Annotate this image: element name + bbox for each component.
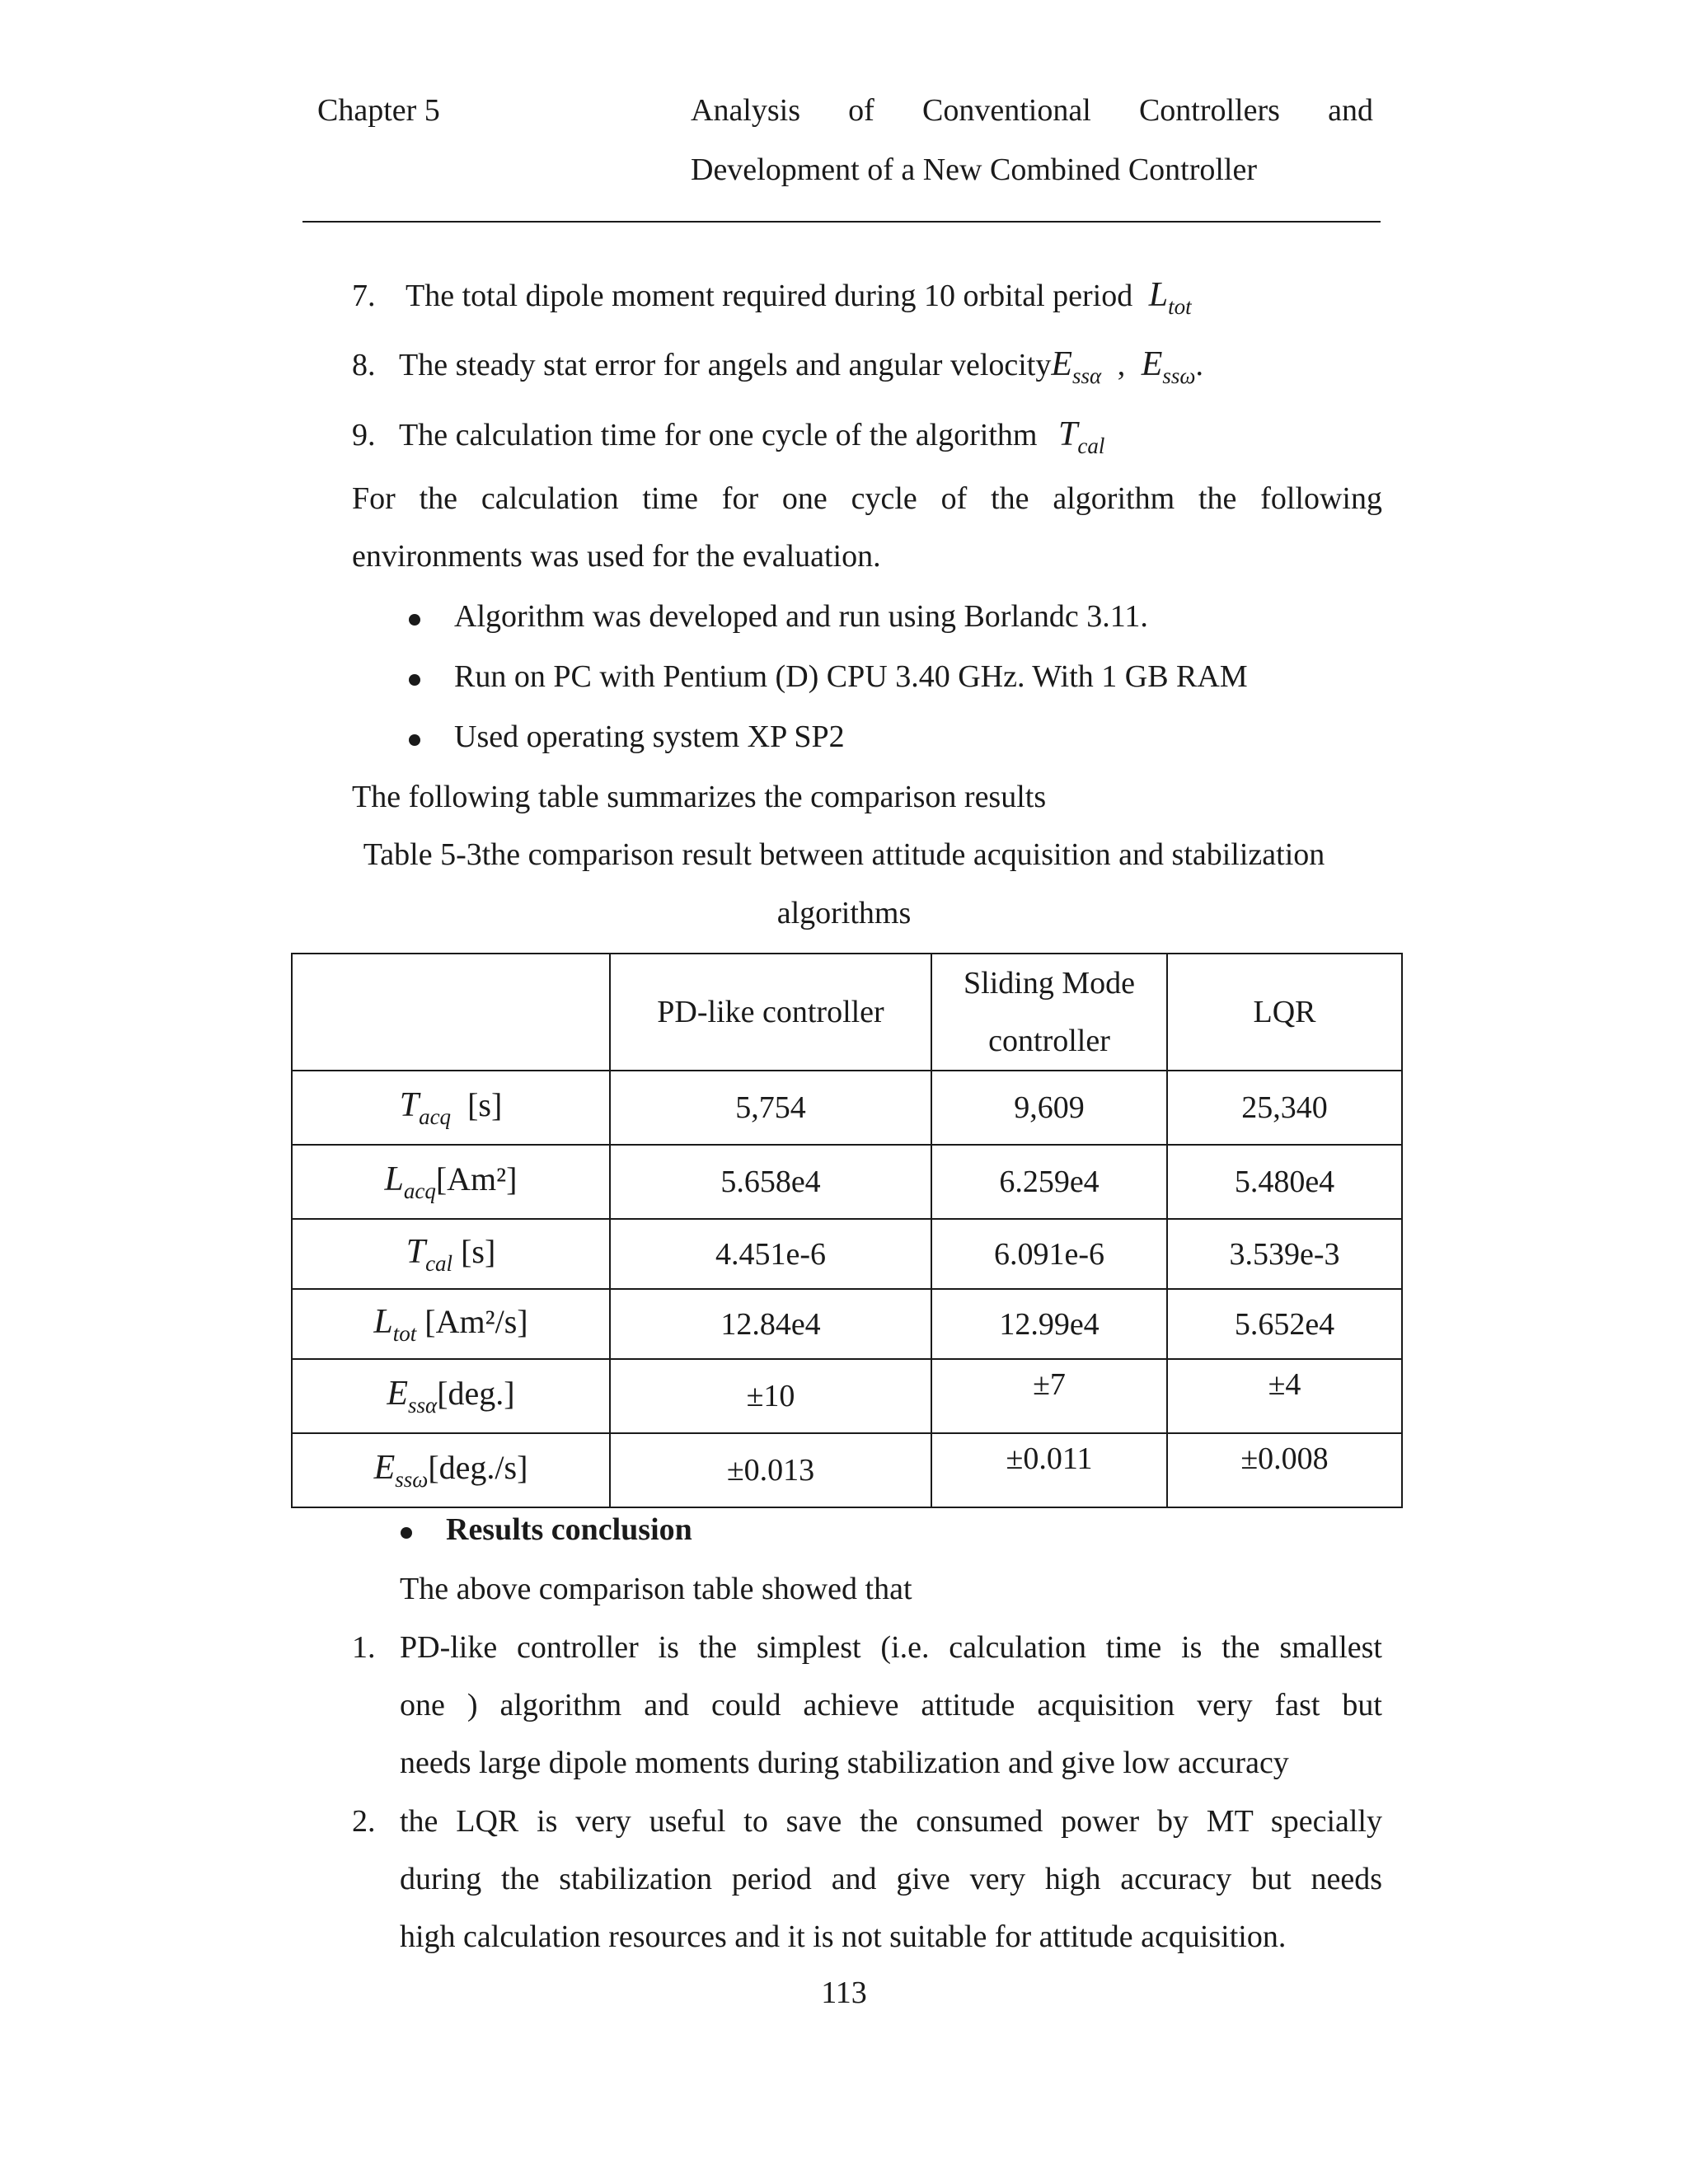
- subscript: cal: [425, 1250, 453, 1276]
- cell-smc: 12.99e4: [931, 1289, 1167, 1359]
- title-word: of: [848, 93, 874, 128]
- header-cell-smc: [931, 954, 1167, 1071]
- bullet-icon: [409, 734, 420, 746]
- list-text: The calculation time for one cycle of the algorithm: [399, 418, 1038, 452]
- unit: [deg./s]: [428, 1449, 528, 1486]
- table-row: [292, 1433, 1402, 1507]
- subscript: tot: [392, 1320, 417, 1346]
- unit: [s]: [451, 1086, 503, 1123]
- subscript: ssω: [1162, 363, 1196, 388]
- symbol: T: [1057, 415, 1078, 453]
- cell-smc: 6.091e-6: [931, 1219, 1167, 1289]
- list-number: 7.: [352, 279, 376, 313]
- conclusion-item-line: during the stabilization period and give very high accuracy but needs: [400, 1862, 1382, 1896]
- subscript: ssω: [395, 1467, 429, 1492]
- cell-pd: 5,754: [610, 1071, 931, 1145]
- subscript: acq: [403, 1179, 436, 1203]
- comparison-table: [291, 953, 1403, 1508]
- row-label: [292, 1289, 610, 1359]
- bullet-icon: [409, 674, 420, 686]
- header-cell-pd: PD-like controller: [610, 954, 931, 1071]
- cell-lqr: 3.539e-3: [1167, 1219, 1402, 1289]
- cell-pd: 4.451e-6: [610, 1219, 931, 1289]
- chapter-title-line2: Development of a New Combined Controller: [691, 152, 1258, 187]
- cell-pd: 5.658e4: [610, 1145, 931, 1219]
- conclusion-item-line: needs large dipole moments during stabilization and give low accuracy: [400, 1746, 1289, 1780]
- list-text: The steady stat error for angels and angular velocity: [399, 348, 1052, 382]
- row-label: [292, 1071, 610, 1145]
- cell-lqr: 5.652e4: [1167, 1289, 1402, 1359]
- cell-smc: 9,609: [931, 1071, 1167, 1145]
- cell-lqr: ±0.008: [1167, 1433, 1402, 1507]
- cell-pd: 12.84e4: [610, 1289, 931, 1359]
- table-row: [292, 1219, 1402, 1289]
- subscript: acq: [419, 1104, 452, 1129]
- table-row: [292, 1289, 1402, 1359]
- subscript: cal: [1077, 434, 1105, 458]
- cell-lqr: 25,340: [1167, 1071, 1402, 1145]
- header-cell-empty: [292, 954, 610, 1071]
- cell-smc: ±7: [931, 1359, 1167, 1433]
- table-row: [292, 1071, 1402, 1145]
- list-number: 8.: [352, 348, 376, 382]
- conclusion-item-number: 2.: [352, 1804, 376, 1839]
- conclusion-intro: The above comparison table showed that: [400, 1572, 912, 1606]
- subscript: ssα: [1072, 363, 1102, 388]
- conclusion-item-line: PD-like controller is the simplest (i.e. calculation time is the smallest: [400, 1630, 1382, 1665]
- unit: [deg.]: [437, 1375, 515, 1412]
- symbol: L: [373, 1302, 393, 1341]
- env-bullet: Used operating system XP SP2: [454, 719, 845, 754]
- symbol: E: [1141, 345, 1163, 383]
- list-text: The total dipole moment required during 10 orbital period: [406, 279, 1133, 313]
- list-item-7: [352, 275, 1192, 320]
- symbol: T: [399, 1086, 420, 1124]
- conclusion-item-number: 1.: [352, 1630, 376, 1665]
- subscript: tot: [1168, 294, 1192, 319]
- cell-smc: ±0.011: [931, 1433, 1167, 1507]
- table-row: [292, 1145, 1402, 1219]
- page-number: 113: [821, 1975, 867, 2010]
- symbol: T: [406, 1232, 426, 1271]
- row-label: [292, 1145, 610, 1219]
- table-caption-line1: Table 5-3the comparison result between attitude acquisition and stabilization: [363, 837, 1325, 872]
- conclusion-item-line: high calculation resources and it is not suitable for attitude acquisition.: [400, 1919, 1287, 1954]
- header-smc-line2: controller: [988, 1024, 1110, 1058]
- symbol: E: [373, 1449, 396, 1487]
- table-row: [292, 1359, 1402, 1433]
- subscript: ssα: [408, 1393, 438, 1418]
- conclusion-item-line: one ) algorithm and could achieve attitude acquisition very fast but: [400, 1688, 1382, 1722]
- env-paragraph-line1: For the calculation time for one cycle of the algorithm the following: [352, 481, 1382, 516]
- cell-lqr: 5.480e4: [1167, 1145, 1402, 1219]
- list-number: 9.: [352, 418, 376, 452]
- title-word: Controllers: [1138, 93, 1280, 128]
- chapter-label: Chapter 5: [317, 93, 440, 128]
- bullet-icon: [401, 1527, 412, 1539]
- conclusion-item-line: the LQR is very useful to save the consumed power by MT specially: [400, 1804, 1382, 1839]
- symbol: L: [384, 1160, 404, 1198]
- cell-pd: ±10: [610, 1359, 931, 1433]
- symbol: E: [1051, 345, 1073, 383]
- separator: ,: [1117, 348, 1126, 382]
- cell-pd: ±0.013: [610, 1433, 931, 1507]
- unit: [Am²/s]: [416, 1302, 528, 1340]
- row-label: [292, 1219, 610, 1289]
- header-rule: [302, 221, 1381, 223]
- title-word: Analysis: [691, 93, 800, 128]
- env-paragraph-line2: environments was used for the evaluation.: [352, 539, 881, 574]
- cell-smc: 6.259e4: [931, 1145, 1167, 1219]
- conclusion-heading: Results conclusion: [446, 1512, 692, 1547]
- row-label: [292, 1359, 610, 1433]
- bullet-icon: [409, 614, 420, 626]
- symbol: E: [387, 1375, 409, 1413]
- header-smc-line1: Sliding Mode: [964, 966, 1135, 1001]
- list-item-9: [352, 415, 1104, 459]
- list-item-8: [352, 344, 1203, 389]
- unit: [Am²]: [435, 1160, 518, 1197]
- env-bullet: Run on PC with Pentium (D) CPU 3.40 GHz. With 1 GB RAM: [454, 659, 1248, 694]
- title-word: Conventional: [922, 93, 1091, 128]
- cell-lqr: ±4: [1167, 1359, 1402, 1433]
- env-bullet: Algorithm was developed and run using Borlandc 3.11.: [454, 599, 1148, 634]
- row-label: [292, 1433, 610, 1507]
- end-punct: .: [1195, 348, 1203, 382]
- title-word: and: [1328, 93, 1373, 128]
- unit: [s]: [452, 1232, 496, 1270]
- header-cell-lqr: LQR: [1167, 954, 1402, 1071]
- symbol: L: [1148, 276, 1169, 314]
- table-header-row: [292, 954, 1402, 1071]
- chapter-title-line1: [691, 92, 1373, 129]
- table-caption-line2: algorithms: [776, 896, 912, 930]
- table-intro: The following table summarizes the comparison results: [352, 780, 1047, 814]
